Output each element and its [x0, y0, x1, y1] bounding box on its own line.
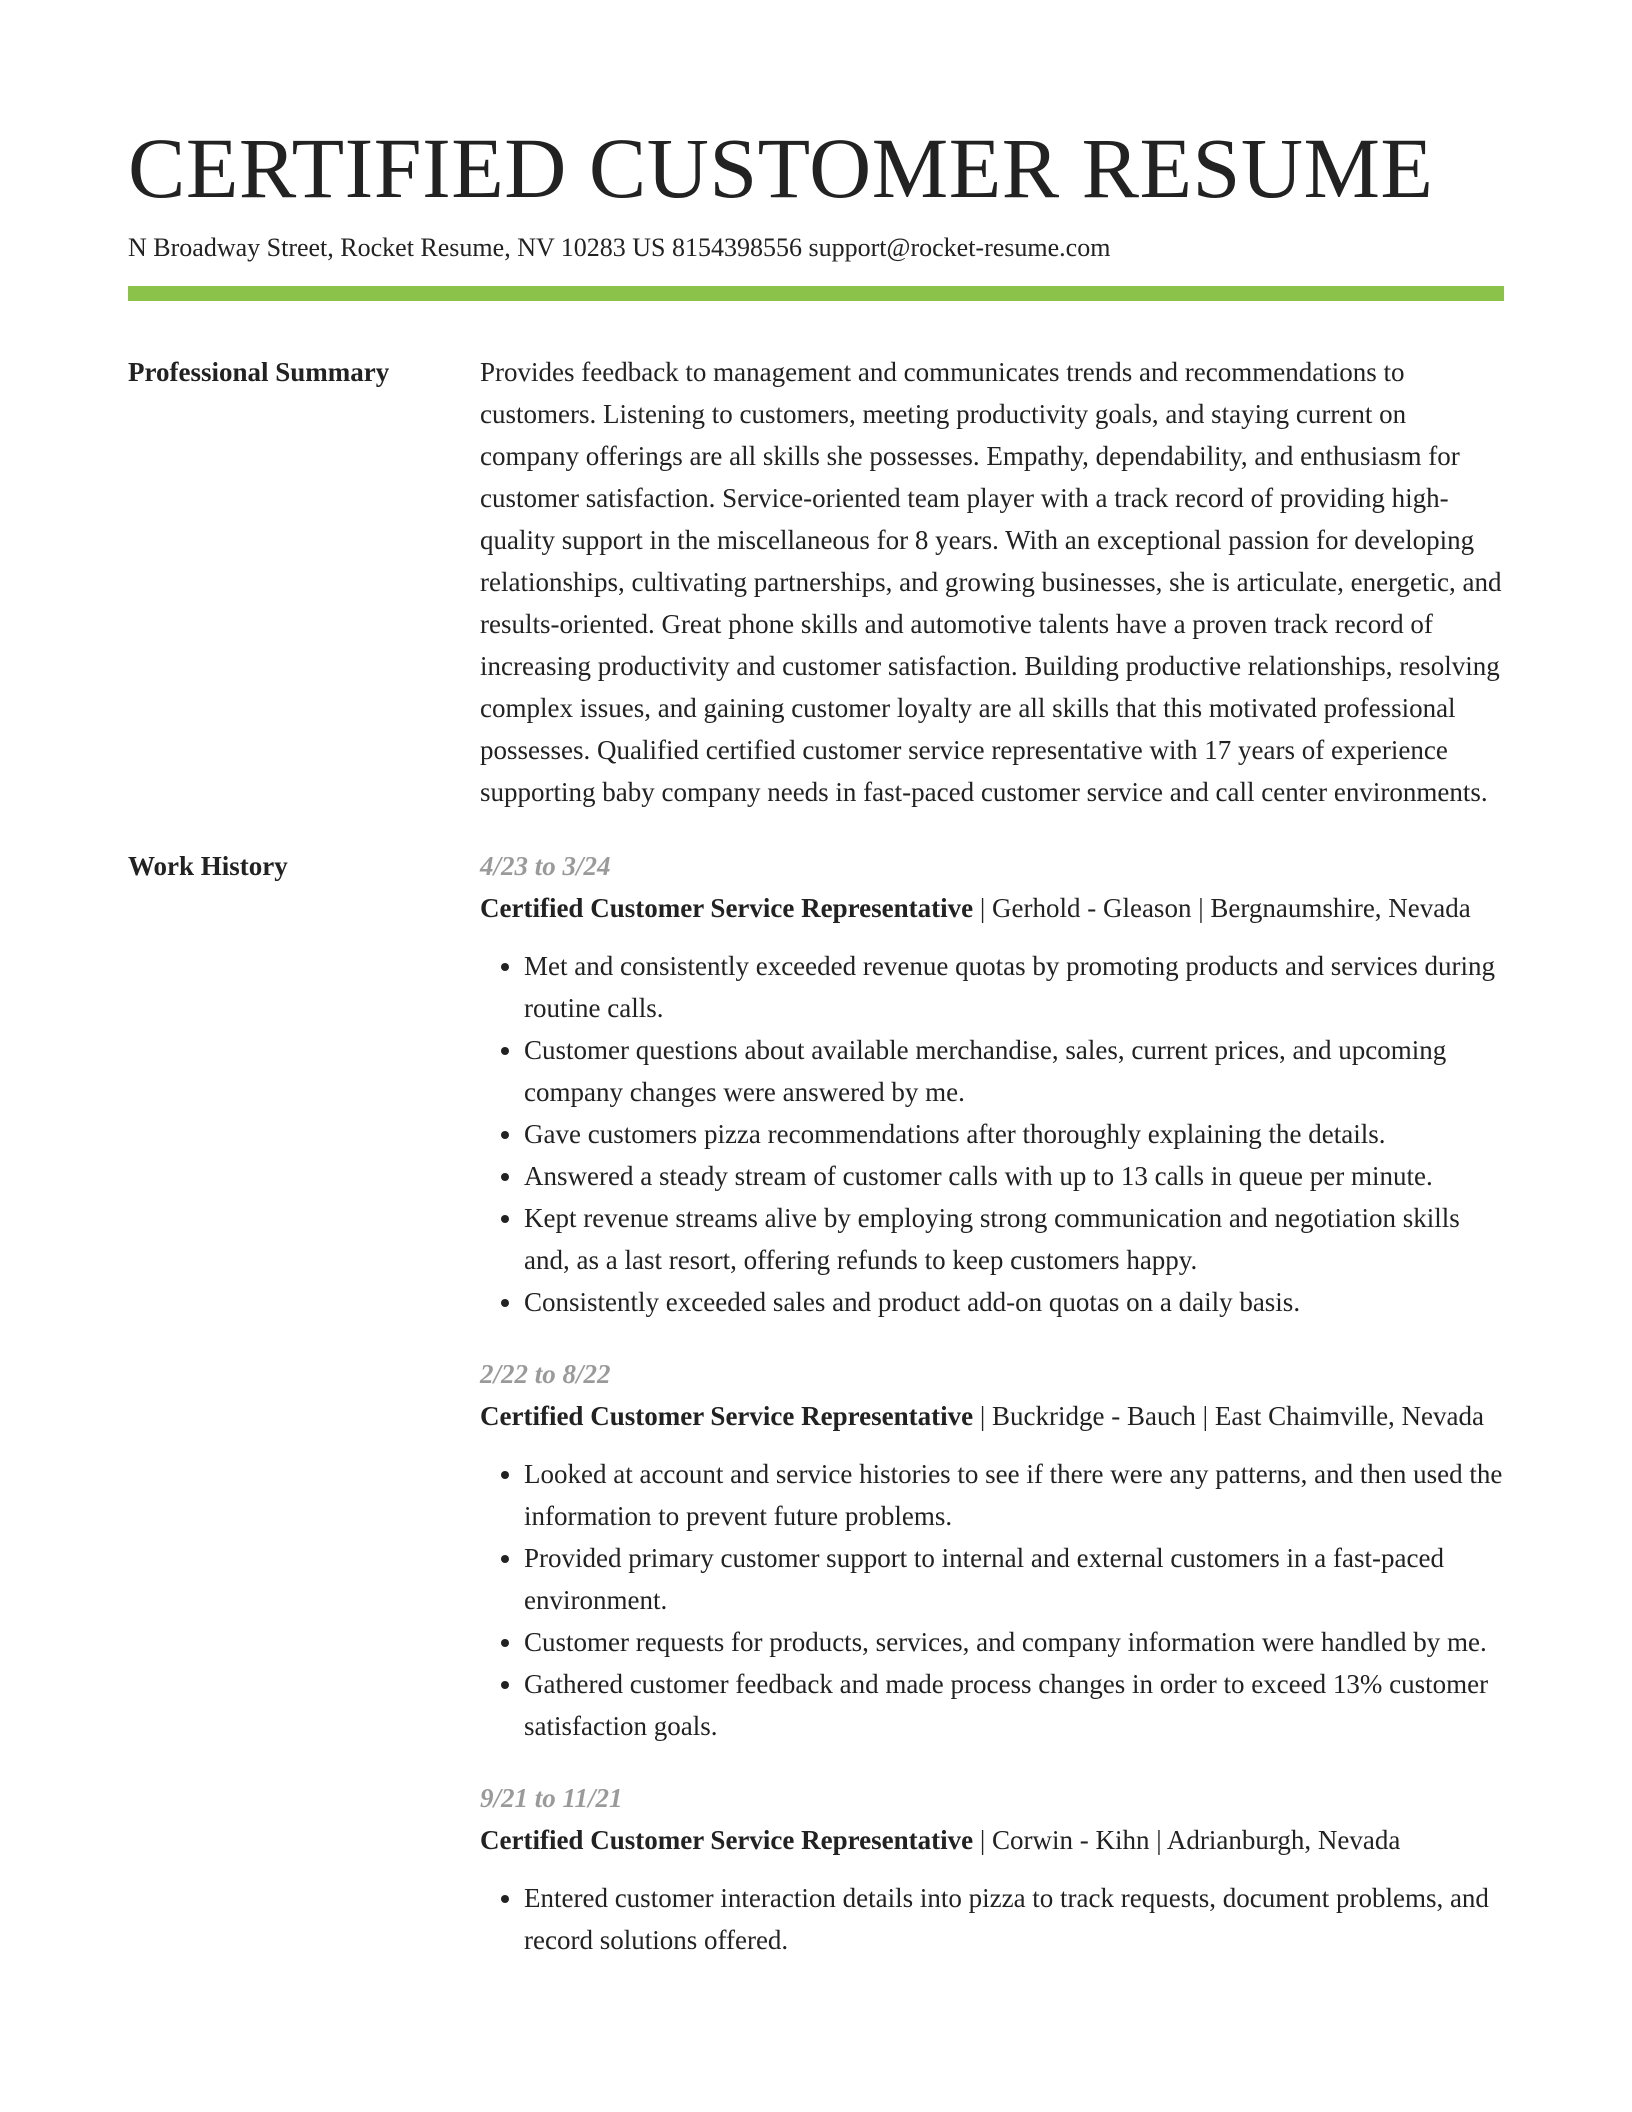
job-bullet: • Provided primary customer support to internal and external customers in a fast-paced environment. [524, 1537, 1504, 1621]
job-entry [480, 1353, 1504, 1747]
job-bullet: • Looked at account and service histories to see if there were any patterns, and then used the information to prevent future problems. [524, 1453, 1504, 1537]
job-entry [480, 1777, 1504, 1961]
job-dates: 4/23 to 3/24 [480, 851, 611, 881]
job-bullet: • Answered a steady stream of customer calls with up to 13 calls in queue per minute. [524, 1155, 1504, 1197]
job-bullet: • Customer questions about available merchandise, sales, current prices, and upcoming company changes were answered by me. [524, 1029, 1504, 1113]
job-dates: 2/22 to 8/22 [480, 1359, 611, 1389]
job-bullet: • Kept revenue streams alive by employing strong communication and negotiation skills and, as a last resort, offering refunds to keep customers happy. [524, 1197, 1504, 1281]
summary-text: Provides feedback to management and communicates trends and recommendations to customers. Listening to customers, meeting productivity goals, and staying current on company offerings are all skills she possesses. Empathy, dependability, and enthusiasm for customer satisfaction. Service-oriented team player with a track record of providing high-quality support in the miscellaneous for 8 years. With an exceptional passion for developing relationships, cultivating partnerships, and growing businesses, she is articulate, energetic, and results-oriented. Great phone skills and automotive talents have a proven track record of increasing productivity and customer satisfaction. Building productive relationships, resolving complex issues, and gaining customer loyalty are all skills that this motivated professional possesses. Qualified certified customer service representative with 17 years of experience supporting baby company needs in fast-paced customer service and call center environments. [480, 357, 1502, 807]
job-bullet: • Customer requests for products, services, and company information were handled by me. [524, 1621, 1504, 1663]
work-history-section [128, 845, 1504, 1961]
job-entry [480, 845, 1504, 1323]
job-bullet: • Gathered customer feedback and made process changes in order to exceed 13% customer satisfaction goals. [524, 1663, 1504, 1747]
job-bullet: • Consistently exceeded sales and product add-on quotas on a daily basis. [524, 1281, 1504, 1323]
job-dates: 9/21 to 11/21 [480, 1783, 623, 1813]
job-title: Certified Customer Service Representative [480, 893, 974, 923]
job-bullet: • Entered customer interaction details into pizza to track requests, document problems, and record solutions offered. [524, 1877, 1504, 1961]
job-bullets [480, 1453, 1504, 1747]
section-label-summary: Professional Summary [128, 357, 390, 387]
work-history-list [480, 845, 1504, 1961]
job-bullet: • Gave customers pizza recommendations after thoroughly explaining the details. [524, 1113, 1504, 1155]
job-title: Certified Customer Service Representative [480, 1401, 974, 1431]
contact-line: N Broadway Street, Rocket Resume, NV 10283 US 8154398556 support@rocket-resume.com [128, 233, 1111, 262]
job-bullets [480, 945, 1504, 1323]
job-bullet: • Met and consistently exceeded revenue quotas by promoting products and services during routine calls. [524, 945, 1504, 1029]
section-label-work-history: Work History [128, 851, 288, 881]
job-company-location: | Corwin - Kihn | Adrianburgh, Nevada [973, 1825, 1401, 1855]
job-company-location: | Gerhold - Gleason | Bergnaumshire, Nevada [973, 893, 1471, 923]
professional-summary-section [128, 351, 1504, 813]
job-heading [480, 1819, 1504, 1861]
job-title: Certified Customer Service Representative [480, 1825, 974, 1855]
accent-divider [128, 286, 1504, 301]
job-company-location: | Buckridge - Bauch | East Chaimville, Nevada [973, 1401, 1485, 1431]
resume-name-heading: CERTIFIED CUSTOMER RESUME [128, 120, 1434, 216]
job-heading [480, 887, 1504, 929]
resume-page [128, 118, 1504, 1961]
job-heading [480, 1395, 1504, 1437]
job-bullets [480, 1877, 1504, 1961]
